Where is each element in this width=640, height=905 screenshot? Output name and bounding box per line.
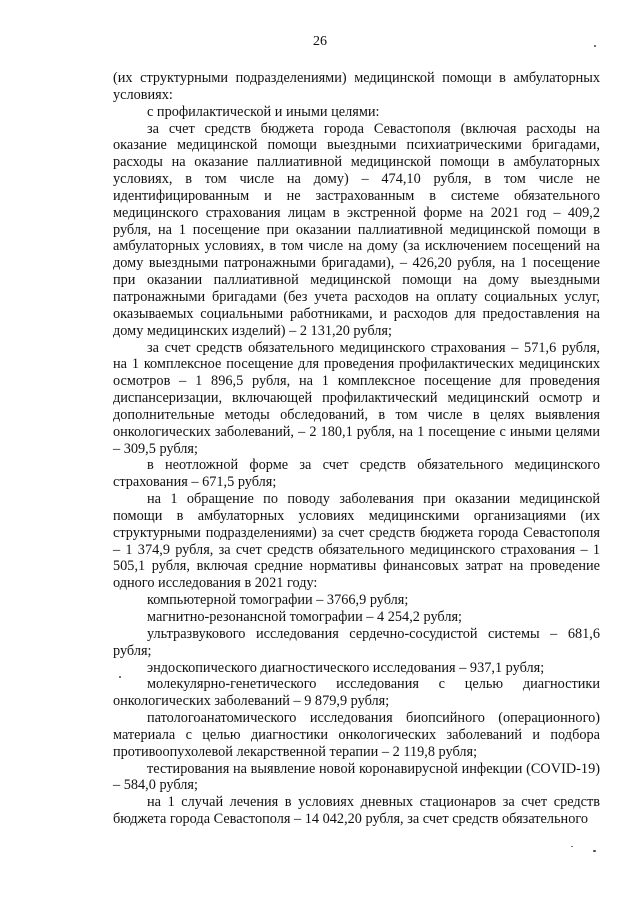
page-number: 26: [313, 34, 327, 49]
paragraph: компьютерной томографии – 3766,9 рубля;: [147, 592, 409, 609]
paragraph: ультразвукового исследования сердечно-сосудистой системы – 681,6 рубля;: [113, 625, 600, 659]
scan-speck: [593, 850, 596, 852]
scan-speck: [594, 45, 596, 47]
paragraph: на 1 случай лечения в условиях дневных стационаров за счет средств бюджета города Севастополя – 14 042,20 рубля, за счет средств обязательного: [113, 794, 600, 828]
paragraph: тестирования на выявление новой коронавирусной инфекции (COVID-19) – 584,0 рубля;: [113, 760, 600, 794]
paragraph: (их структурными подразделениями) медицинской помощи в амбулаторных условиях:: [113, 70, 600, 103]
paragraph: магнитно-резонансной томографии – 4 254,2 рубля;: [147, 609, 463, 625]
paragraph: за счет средств обязательного медицинского страхования – 571,6 рубля, на 1 комплексное посещение для проведения профилактических медицинских осмотров – 1 896,5 рубля, на 1 комплексное посещение для проведения диспансеризации, включающей профилактический медицинский осмотр и дополнительные методы обследований, в том числе в целях выявления онкологических заболеваний, – 2 180,1 рубля, на 1 посещение с иными целями – 309,5 рубля;: [113, 339, 600, 457]
paragraph: за счет средств бюджета города Севастополя (включая расходы на оказание медицинской помощи выездными психиатрическими бригадами, расходы на оказание паллиативной медицинской помощи в амбулаторных условиях, в том числе на дому) – 474,10 рубля, в том числе не идентифицированным и не застрахованным в системе обязательного медицинского страхования лицам в экстренной форме на 2021 год – 409,2 рубля, на 1 посещение при оказании паллиативной медицинской помощи в амбулаторных условиях, в том числе на дому (за исключением посещений на дому выездными патронажными бригадами), – 426,20 рубля, на 1 посещение при оказании паллиативной медицинской помощи на дому выездными патронажными бригадами (без учета расходов на оплату социальных услуг, оказываемых социальными работниками, и расходов для предоставления на дому медицинских изделий) – 2 131,20 рубля;: [113, 120, 600, 339]
paragraph: молекулярно-генетического исследования с целью диагностики онкологических заболеваний – 9 879,9 рубля;: [113, 676, 600, 710]
scan-speck: [571, 846, 573, 847]
paragraph: на 1 обращение по поводу заболевания при оказании медицинской помощи в амбулаторных условиях медицинскими организациями (их структурными подразделениями) за счет средств бюджета города Севастополя – 1 374,9 рубля, за счет средств обязательного медицинского страхования – 1 505,1 рубля, включая средние нормативы финансовых затрат на проведение одного исследования в 2021 году:: [113, 491, 600, 592]
paragraph: эндоскопического диагностического исследования – 937,1 рубля;: [147, 659, 545, 676]
paragraph: патологоанатомического исследования биопсийного (операционного) материала с целью диагностики онкологических заболеваний и подбора противоопухолевой лекарственной терапии – 2 119,8 рубля;: [113, 710, 600, 760]
paragraph: в неотложной форме за счет средств обязательного медицинского страхования – 671,5 рубля;: [113, 457, 600, 491]
document-body: [113, 70, 600, 828]
paragraph: с профилактической и иными целями:: [147, 103, 380, 120]
